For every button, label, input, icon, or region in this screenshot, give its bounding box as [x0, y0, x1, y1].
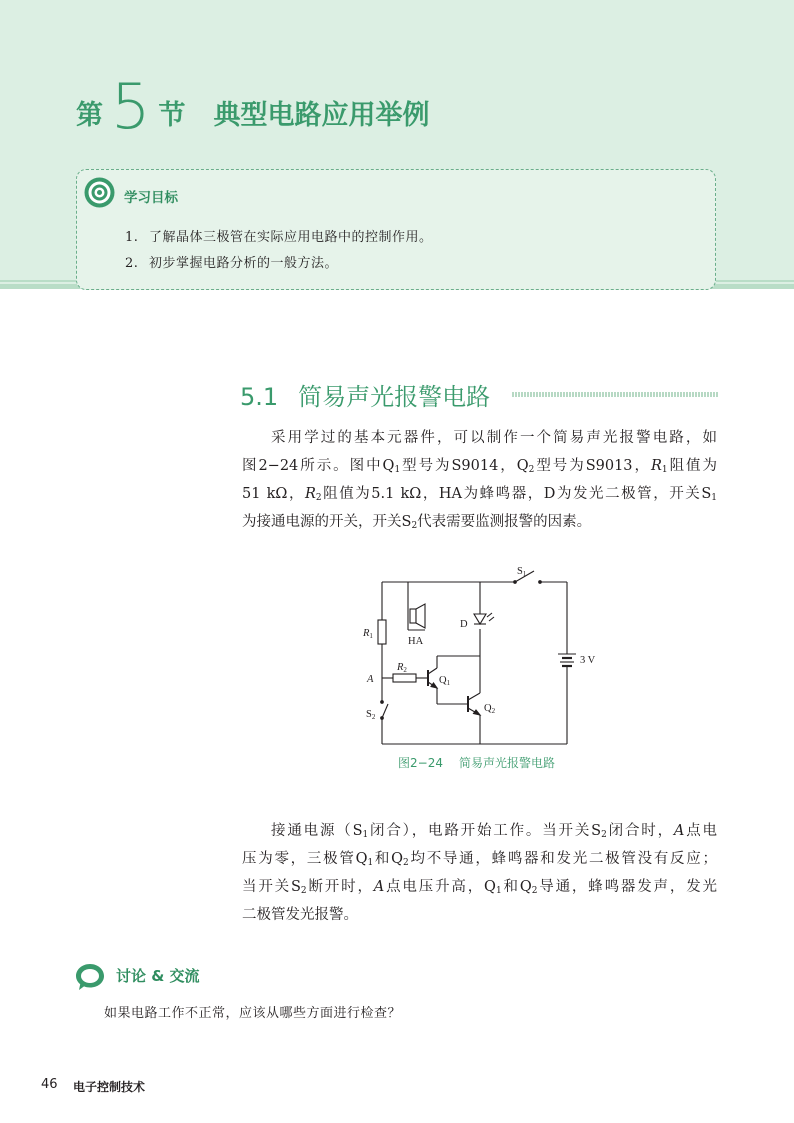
section-heading: [240, 377, 490, 412]
subscript: 1: [661, 465, 668, 476]
figure-title: 简易声光报警电路: [458, 756, 555, 770]
text-run: 代表需要监测报警的因素。: [417, 514, 592, 530]
buzzer-ha: [410, 604, 425, 628]
chapter-number: 5: [111, 70, 151, 143]
objective-item: [125, 252, 338, 271]
label-voltage: 3 V: [580, 655, 596, 666]
section-title: 简易声光报警电路: [298, 383, 491, 411]
text-run: 接通电源（S: [271, 823, 363, 839]
label-q2: Q2: [484, 703, 496, 715]
text-run: 断开时，: [306, 879, 374, 895]
section-number: 5.1: [240, 383, 279, 411]
variable: R: [305, 486, 316, 502]
paragraph-line: [242, 873, 717, 901]
text-run: 点电: [684, 823, 718, 839]
figure-caption: [398, 754, 555, 771]
label-q1: Q1: [439, 675, 451, 687]
text-run: 闭合时，: [606, 823, 674, 839]
text-run: 型号为S9013，: [534, 458, 651, 474]
paragraph-line: [242, 817, 717, 845]
objectives-title: 学习目标: [124, 190, 178, 206]
subscript: 2: [300, 886, 307, 897]
chapter-prefix: 第: [76, 100, 103, 131]
transistor-q2: [468, 693, 480, 715]
text-run: 型号为S9014，Q: [400, 458, 529, 474]
discussion-title: 讨论 & 交流: [116, 967, 200, 985]
text-run: 阻值为5.1 kΩ，HA为蜂鸣器，D为发光二极管，开关S: [321, 486, 712, 502]
discussion-icon: [75, 962, 105, 992]
chapter-title: [76, 70, 430, 143]
subscript: 2: [403, 858, 409, 869]
objective-item: [125, 226, 433, 245]
resistor-r1: [378, 620, 386, 644]
label-a: A: [367, 674, 374, 685]
label-r1: R1: [363, 628, 373, 640]
wires: [382, 582, 567, 744]
battery: [558, 654, 576, 666]
objective-number: 2.: [125, 256, 139, 271]
text-run: 图2−24所示。图中Q: [242, 458, 395, 474]
label-d: D: [460, 619, 468, 630]
label-s1: S1: [517, 566, 527, 578]
subscript: 1: [495, 886, 502, 897]
text-run: 二极管发光报警。: [242, 907, 358, 923]
text-run: 51 kΩ，: [242, 486, 305, 502]
variable: R: [650, 458, 662, 474]
figure-number: 图2−24: [398, 756, 443, 770]
chapter-suffix: 节: [158, 100, 186, 131]
intro-paragraph: [242, 424, 717, 536]
text-run: 当开关S: [242, 879, 301, 895]
paragraph-line: [242, 424, 717, 452]
subscript: 2: [315, 493, 322, 504]
operation-paragraph: [242, 817, 717, 929]
transistor-q1: [428, 668, 437, 688]
chapter-heading: 典型电路应用举例: [213, 100, 430, 131]
text-run: 阻值为: [667, 458, 717, 474]
subscript: 2: [531, 886, 538, 897]
text-run: 点电压升高，Q: [384, 879, 496, 895]
text-run: 和Q: [501, 879, 532, 895]
page-number: 46: [41, 1077, 58, 1092]
subscript: 1: [362, 830, 369, 841]
subscript: 1: [711, 493, 717, 504]
paragraph-line: [242, 901, 717, 929]
text-run: 采用学过的基本元器件，可以制作一个简易声光报警电路，如: [271, 430, 717, 446]
learning-objectives-box: [76, 169, 716, 290]
objective-text: 初步掌握电路分析的一般方法。: [149, 256, 339, 271]
switch-s2: [381, 701, 388, 720]
subscript: 1: [394, 465, 401, 476]
text-run: 均不导通，蜂鸣器和发光二极管没有反应；: [408, 851, 718, 867]
paragraph-line: [242, 480, 717, 508]
subscript: 2: [528, 465, 535, 476]
subscript: 1: [367, 858, 374, 869]
variable: A: [373, 879, 385, 895]
subscript: 2: [601, 830, 607, 841]
discussion-question: 如果电路工作不正常，应该从哪些方面进行检查？: [104, 1006, 402, 1021]
text-run: 导通，蜂鸣器发声，发光: [537, 879, 718, 895]
label-r2: R2: [397, 662, 407, 674]
led-d: [474, 613, 494, 624]
paragraph-line: [242, 452, 717, 480]
text-run: 压为零，三极管Q: [242, 851, 368, 867]
text-run: 和Q: [373, 851, 404, 867]
subscript: 2: [411, 521, 418, 532]
paragraph-line: [242, 508, 717, 536]
label-ha: HA: [408, 636, 424, 647]
variable: A: [673, 823, 685, 839]
label-s2: S2: [366, 709, 376, 721]
objective-number: 1.: [125, 230, 139, 245]
alarm-circuit-diagram: [355, 562, 605, 752]
resistor-r2: [393, 674, 416, 682]
text-run: 闭合），电路开始工作。当开关S: [368, 823, 602, 839]
section-rule: [512, 392, 718, 397]
objective-text: 了解晶体三极管在实际应用电路中的控制作用。: [149, 230, 433, 245]
target-icon: [84, 177, 115, 208]
text-run: 为接通电源的开关，开关S: [242, 514, 412, 530]
book-title: 电子控制技术: [73, 1080, 146, 1094]
paragraph-line: [242, 845, 717, 873]
